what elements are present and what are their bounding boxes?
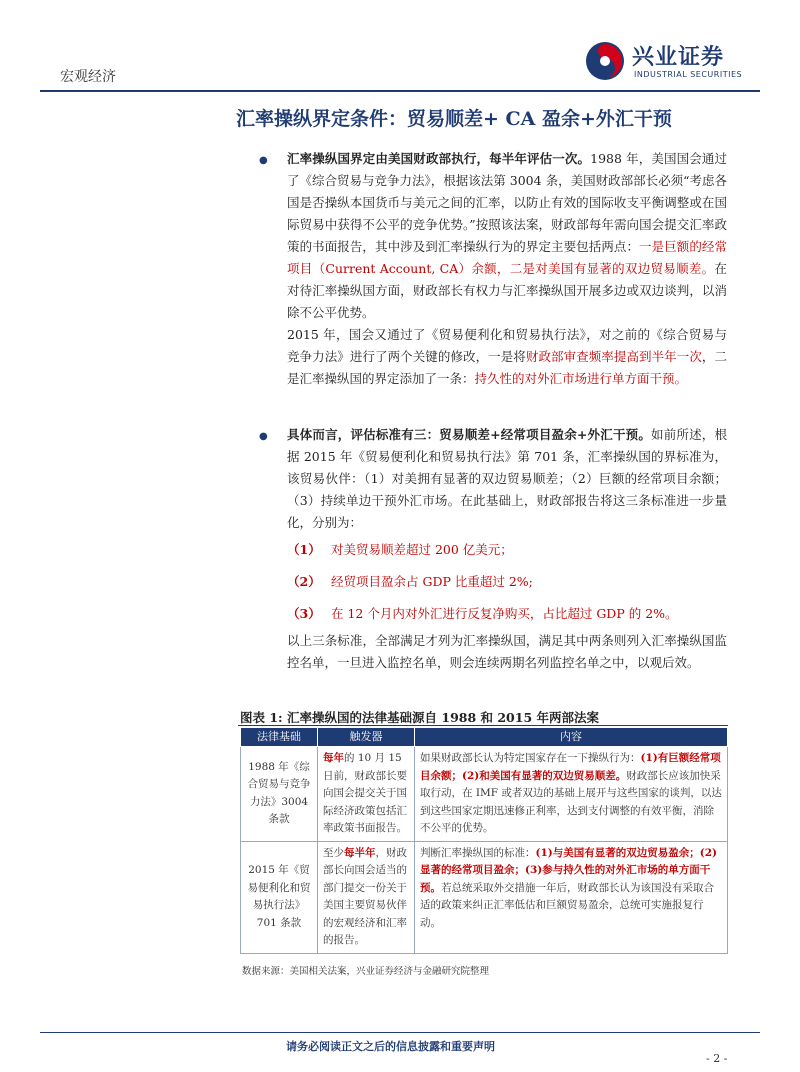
table-row <box>241 747 728 842</box>
criterion-number: （3） <box>287 606 321 621</box>
report-category: 宏观经济 <box>60 69 116 85</box>
paragraph-3 <box>287 424 727 534</box>
trigger-cell <box>318 747 415 842</box>
trigger-highlight: 每半年 <box>344 846 376 859</box>
trigger-highlight: 每年 <box>323 752 344 764</box>
criterion-text: 在 12 个月内对外汇进行反复净购买，占比超过 GDP 的 2%。 <box>331 606 678 621</box>
paragraph-1 <box>287 148 727 324</box>
p2-text-mid: ，二是汇率操纵国的界定添加了一条： <box>287 349 727 386</box>
section-title: 汇率操纵界定条件：贸易顺差+ CA 盈余+外汇干预 <box>236 108 672 130</box>
p3-lead: 具体而言，评估标准有三：贸易顺差+经常项目盈余+外汇干预。 <box>287 427 652 442</box>
logo-emblem-icon <box>584 40 626 82</box>
criterion-1 <box>287 540 513 558</box>
p1-highlight: 一是巨额的经常项目（Current Account, CA）余额，二是对美国有显著的双边贸易顺差。 <box>287 239 727 276</box>
content-cell <box>415 841 728 953</box>
page-number: - 2 - <box>706 1052 728 1065</box>
header-trigger: 触发器 <box>318 728 415 747</box>
content-text-end: 若总统采取外交措施一年后，财政部长认为该国没有采取合适的政策来纠正汇率低估和巨额贸易盈余，总统可实施报复行动。 <box>420 881 714 929</box>
trigger-text: ，财政部长向国会适当的部门提交一份关于美国主要贸易伙伴的宏观经济和汇率的报告。 <box>323 846 407 946</box>
p1-lead: 汇率操纵国界定由美国财政部执行，每半年评估一次。 <box>287 151 591 166</box>
law-table <box>240 727 728 954</box>
header-divider <box>40 90 760 92</box>
trigger-text: 的 10 月 15 日前，财政部长要向国会提交关于国际经济政策包括汇率政策书面报告。 <box>323 752 407 834</box>
criterion-text: 经贸项目盈余占 GDP 比重超过 2%; <box>331 574 533 589</box>
criterion-3 <box>287 604 678 622</box>
content-text: 判断汇率操纵国的标准： <box>420 846 536 859</box>
p1-text: 1988 年，美国国会通过了《综合贸易与竞争力法》，根据该法第 3004 条，美国财政部部长必须“考虑各国是否操纵本国货币与美元之间的汇率，以防止有效的国际收支平衡调整或在国际贸易中获得不公平的竞争优势。”按照该法案，财政部每年需向国会提交汇率政策的书面报告，其中涉及到汇率操纵行为的界定主要包括两点： <box>287 151 727 254</box>
p1-text-end: 在对待汇率操纵国方面，财政部长有权力与汇率操纵国开展多边或双边谈判，以消除不公平优势。 <box>287 261 727 320</box>
p2-highlight-2: 持久性的对外汇市场进行单方面干预。 <box>474 371 688 386</box>
footer-divider <box>40 1032 760 1033</box>
law-cell: 2015 年《贸易便利化和贸易执行法》701 条款 <box>241 841 318 953</box>
criterion-number: （2） <box>287 574 321 589</box>
criterion-number: （1） <box>287 542 321 557</box>
company-logo <box>584 38 754 88</box>
criterion-2 <box>287 572 533 590</box>
header-content: 内容 <box>415 728 728 747</box>
paragraph-2 <box>287 324 727 390</box>
figure-caption-rule <box>238 725 728 726</box>
logo-chinese-name: 兴业证券 <box>632 45 725 70</box>
header-law: 法律基础 <box>241 728 318 747</box>
content-highlight: (1)有巨额经常项目余额；(2)和美国有显著的双边贸易顺差。 <box>420 752 721 782</box>
paragraph-4: 以上三条标准，全部满足才列为汇率操纵国，满足其中两条则列入汇率操纵国监控名单，一旦进入监控名单，则会连续两期名列监控名单之中，以观后效。 <box>287 633 727 670</box>
content-text-end: 财政部长应该加快采取行动，在 IMF 或者双边的基础上展开与这些国家的谈判，以达到这些国家定期迅速修正利率，达到支付调整的有效平衡，消除不公平的优势。 <box>420 769 722 834</box>
bullet-icon: ● <box>259 431 268 442</box>
p2-highlight-1: 财政部审查频率提高到半年一次 <box>525 349 702 364</box>
content-cell <box>415 747 728 842</box>
figure-source: 数据来源：美国相关法案，兴业证券经济与金融研究院整理 <box>242 966 490 977</box>
law-cell: 1988 年《综合贸易与竞争力法》3004 条款 <box>241 747 318 842</box>
disclaimer-notice: 请务必阅读正文之后的信息披露和重要声明 <box>286 1040 495 1053</box>
logo-english-name: INDUSTRIAL SECURITIES <box>634 70 743 79</box>
content-highlight: (1)与美国有显著的双边贸易盈余；(2)显著的经常项目盈余；(3)参与持久性的对外汇市场的单方面干预。 <box>420 846 717 894</box>
p3-text: 如前所述，根据 2015 年《贸易便利化和贸易执行法》第 701 条，汇率操纵国的界标准为，该贸易伙伴：（1）对美拥有显著的双边贸易顺差；（2）巨额的经常项目余额；（3）持续单边干预外汇市场。在此基础上，财政部报告将这三条标准进一步量化，分别为： <box>287 427 727 530</box>
content-text: 如果财政部长认为特定国家存在一下操纵行为： <box>420 752 641 764</box>
trigger-cell <box>318 841 415 953</box>
trigger-prefix: 至少 <box>323 846 344 859</box>
bullet-icon: ● <box>259 155 268 166</box>
table-header-row <box>241 728 728 747</box>
table-row <box>241 841 728 953</box>
p2-text: 2015 年，国会又通过了《贸易便利化和贸易执行法》，对之前的《综合贸易与竞争力法》进行了两个关键的修改，一是将 <box>287 327 727 364</box>
figure-caption: 图表 1: 汇率操纵国的法律基础源自 1988 和 2015 年两部法案 <box>240 710 600 725</box>
criterion-text: 对美贸易顺差超过 200 亿美元； <box>331 542 513 557</box>
